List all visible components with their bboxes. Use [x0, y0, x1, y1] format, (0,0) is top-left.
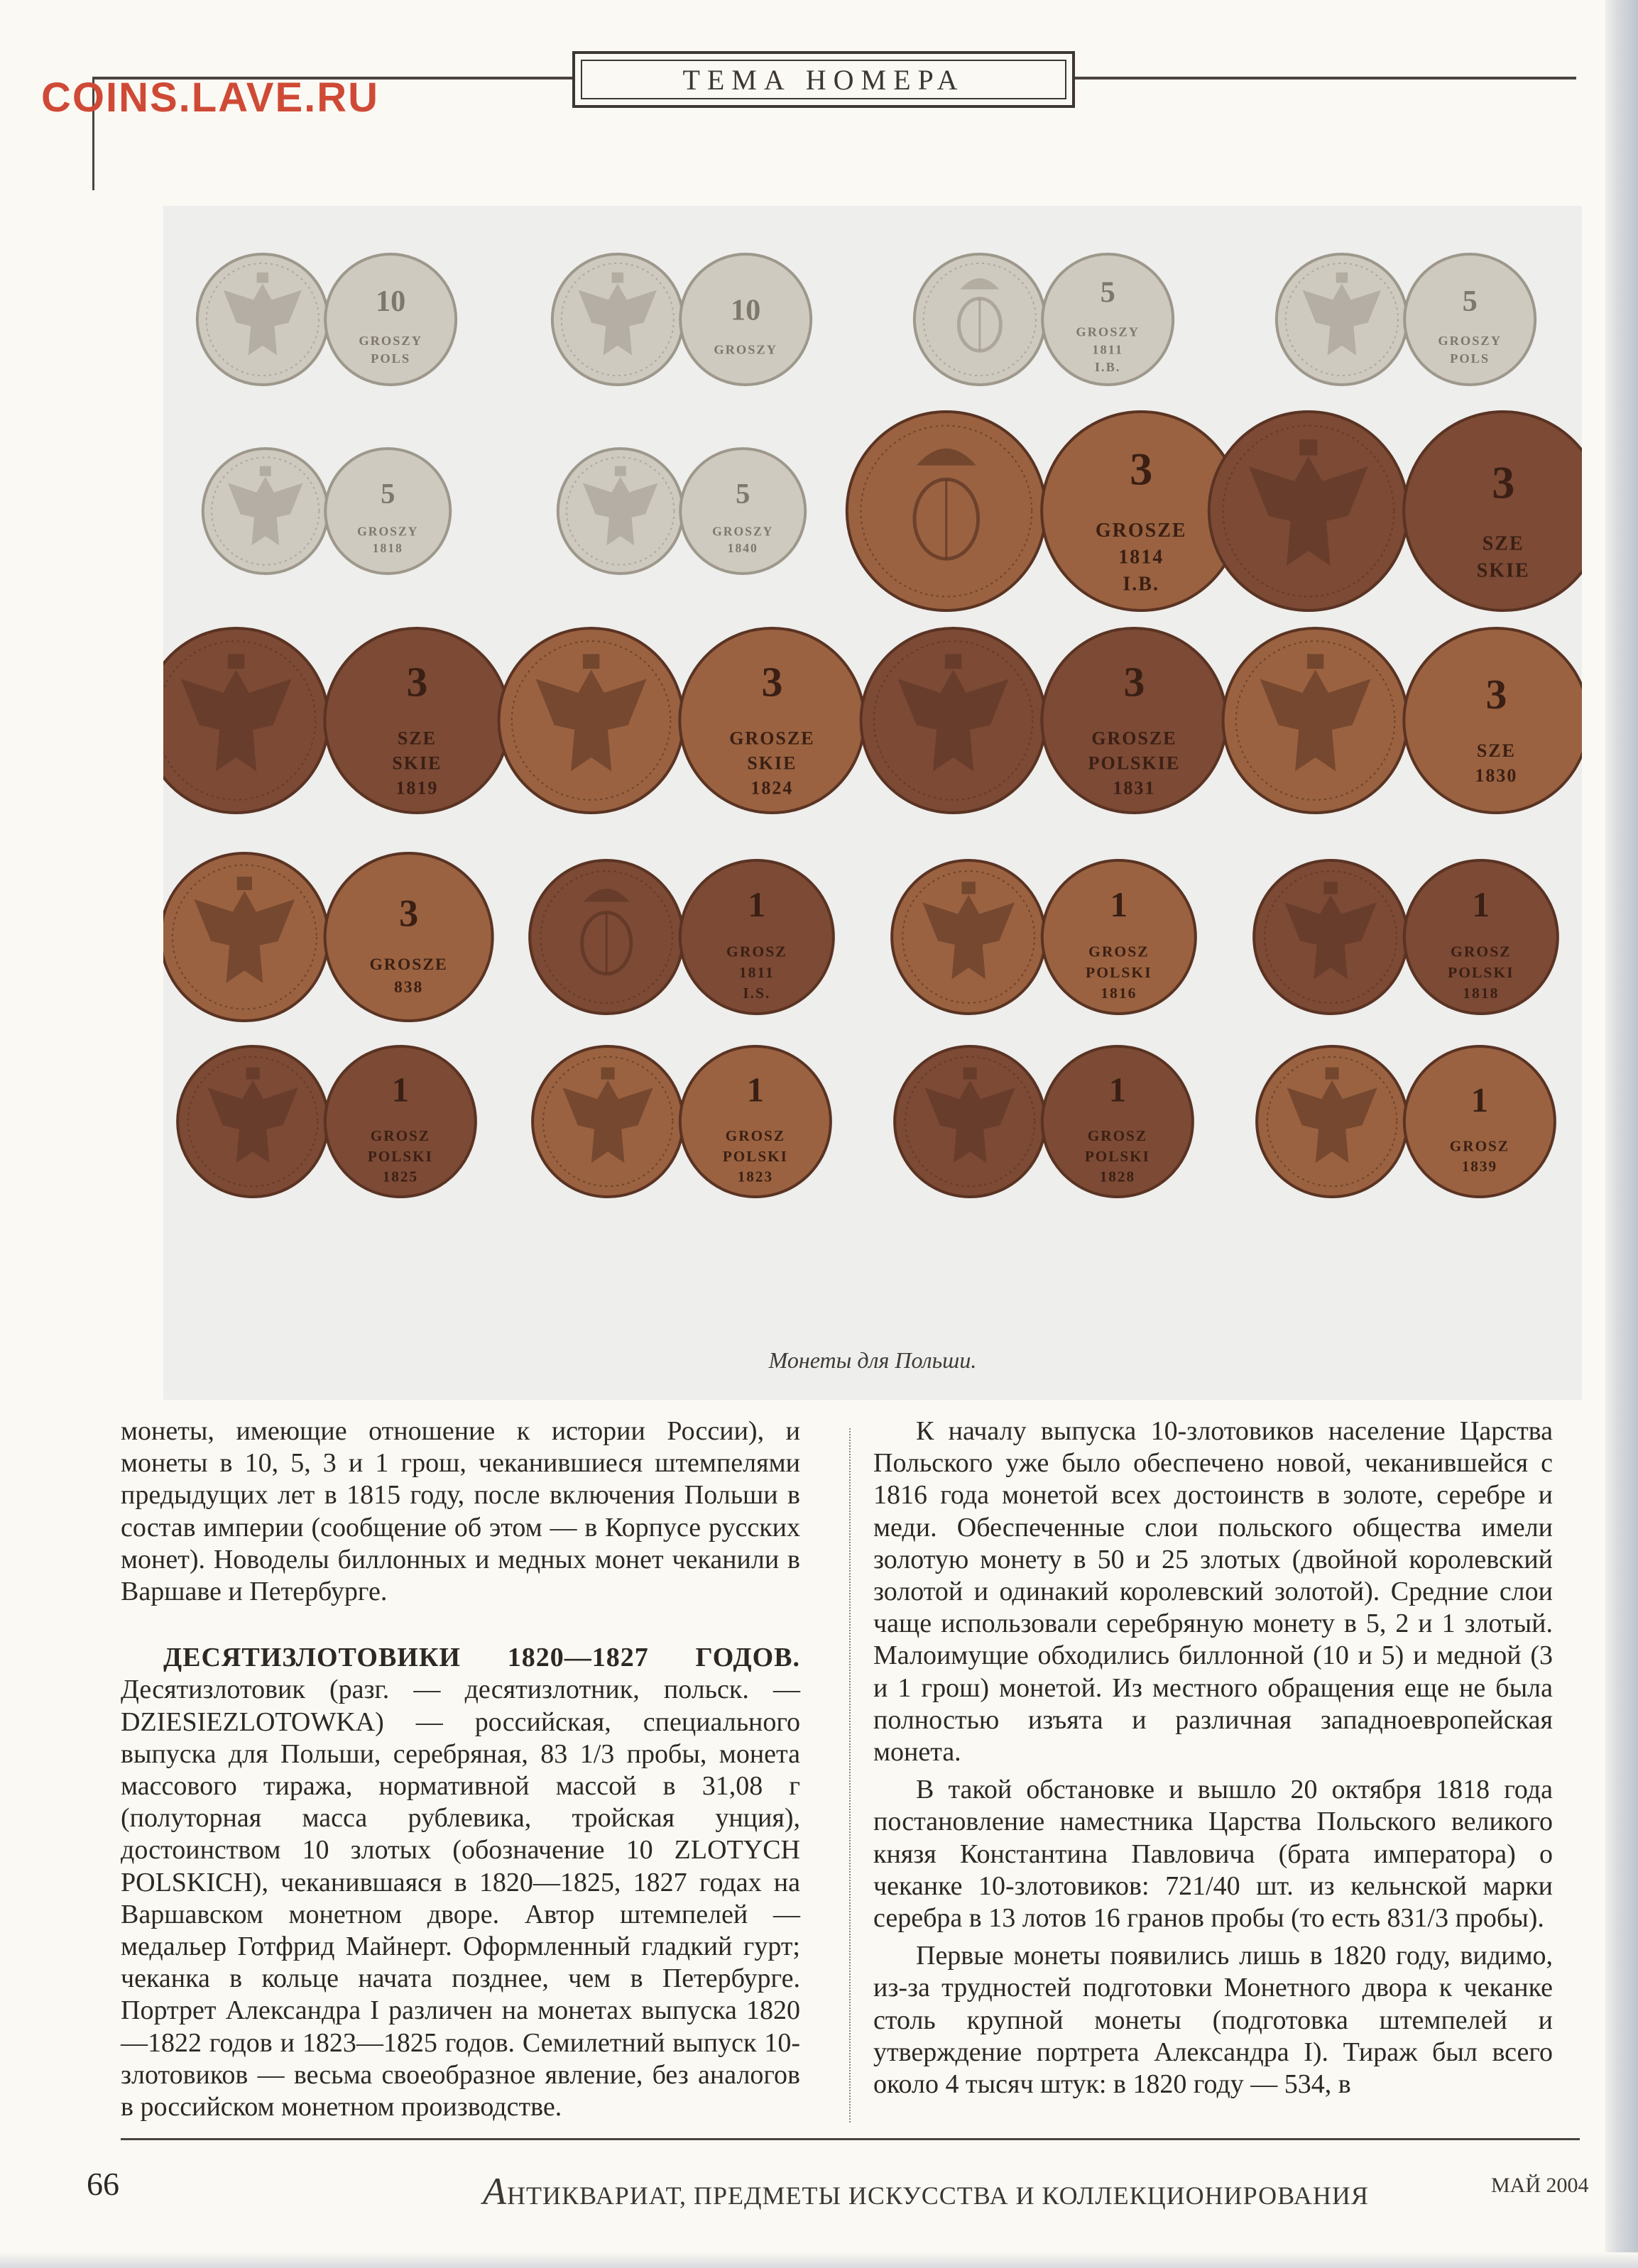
crown-emblem — [1326, 1068, 1339, 1080]
paragraph-text: Десятизлотовик (разг. — десятизлотник, польск. — DZIESIEZLOTOWKA) — российская, специального выпуска для Польши, серебряная, 83 1/3 пробы, монета массового тиража, нормативной массой в 31,08 г (полуторная масса рублевика, тройская унция), достоинством 10 злотых (обозначение 10 ZLOTYCH POLSKICH), чеканившаяся в 1820—1825, 1827 годах на Варшавском монетном дворе. Автор штемпелей — медальер Готфрид Майнерт. Оформленный гладкий гурт; чеканка в кольце начата позднее, чем в Петербурге. Портрет Александра I различен на монетах выпуска 1820—1822 годов и 1823—1825 годов. Семилетний выпуск 10-злотовиков — весьма своеобразное явление, без аналогов в российском монетном производстве. — [121, 1675, 800, 2122]
coin-inscription: SZE — [397, 728, 437, 749]
coin-pair — [197, 254, 456, 385]
crown-emblem — [260, 466, 271, 476]
crown-emblem — [1323, 882, 1337, 894]
coin-inscription: GROSZ — [1449, 1137, 1509, 1155]
coin-pair — [892, 860, 1196, 1014]
crown-emblem — [612, 273, 624, 283]
coin-inscription: POLS — [371, 351, 411, 366]
coin-inscription: GROSZE — [1095, 519, 1187, 542]
footer-rule — [121, 2138, 1580, 2140]
crown-emblem — [601, 1068, 615, 1080]
coin-inscription: POLSKI — [1086, 963, 1152, 981]
coin-inscription: 1828 — [1099, 1168, 1136, 1185]
coin-inscription: 5 — [1100, 275, 1115, 309]
paragraph: монеты, имеющие отношение к истории России), и монеты в 10, 5, 3 и 1 грош, чеканившиеся штемпелями предыдущих лет в 1815 году, после включения Польши в состав империи (сообщение об этом — в Корпусе русских монет). Новоделы биллонных и медных монет чеканили в Варшаве и Петербурге. — [121, 1416, 800, 1607]
coin-inscription: POLSKI — [367, 1147, 433, 1165]
coin-pair — [861, 628, 1227, 813]
coin-inscription: 3 — [1130, 444, 1153, 495]
coin-pair — [1257, 1046, 1555, 1197]
crown-emblem — [228, 654, 244, 669]
coin-inscription: 1825 — [382, 1168, 419, 1185]
subsection-heading: ДЕСЯТИЗЛОТОВИКИ 1820—1827 ГОДОВ. — [163, 1643, 800, 1673]
coin-inscription: GROSZY — [712, 524, 774, 539]
coin-inscription: 1811 — [1092, 342, 1124, 357]
coin-inscription: 5 — [736, 477, 750, 510]
coin-inscription: 1839 — [1461, 1158, 1498, 1176]
section-paragraph — [121, 1642, 800, 2123]
coin-pair — [847, 412, 1240, 610]
coin-inscription: 1 — [748, 885, 766, 925]
crown-emblem — [1299, 439, 1317, 455]
coin-inscription: 5 — [381, 477, 395, 510]
coin-pair — [895, 1046, 1193, 1197]
coin-inscription: 1818 — [1463, 984, 1500, 1002]
coin-pair — [499, 628, 865, 813]
coin-inscription: 1 — [1108, 1070, 1127, 1110]
coin-pair — [914, 254, 1173, 385]
coin-pair — [178, 1046, 476, 1197]
column-divider — [849, 1428, 851, 2122]
coin-pair — [530, 860, 834, 1014]
crown-emblem — [257, 273, 269, 283]
coin-inscription: 3 — [406, 658, 428, 706]
coin-inscription: POLSKI — [1448, 963, 1514, 981]
coin-inscription: GROSZY — [1438, 333, 1502, 348]
paragraph: В такой обстановке и вышло 20 октября 1818 года постановление наместника Царства Польского великого князя Константина Павловича (брата императора) о чеканке 10-злотовиков: 721/40 шт. из кельнской марки серебра в 13 лотов 16 гранов пробы (то есть 831/3 пробы). — [873, 1775, 1553, 1934]
paragraph: Первые монеты появились лишь в 1820 году, видимо, из-за трудностей подготовки Монетного двора к чеканке столь крупной монеты (подготовка штемпелей и утверждение портрета Александра I). Тираж был всего около 4 тысяч штук: в 1820 году — 534, в — [873, 1941, 1553, 2100]
coin-inscription: 3 — [1492, 457, 1515, 508]
coin-inscription: 1840 — [727, 541, 758, 556]
coin-inscription: 3 — [761, 658, 783, 706]
coin-inscription: 1 — [1472, 885, 1490, 925]
coin-pair — [533, 1046, 831, 1197]
crown-emblem — [583, 654, 599, 669]
magazine-title-rest: НТИКВАРИАТ, ПРЕДМЕТЫ ИСКУССТВА И КОЛЛЕКЦИОНИРОВАНИЯ — [507, 2181, 1369, 2210]
page-edge-shadow — [1605, 0, 1638, 2268]
figure-caption: Монеты для Польши. — [768, 1347, 977, 1373]
crown-emblem — [237, 877, 252, 890]
page-number: 66 — [87, 2166, 119, 2202]
crown-emblem — [945, 654, 961, 669]
coin-inscription: 1 — [746, 1070, 765, 1110]
coin-inscription: 1823 — [737, 1168, 774, 1185]
coin-inscription: I.B. — [1123, 573, 1159, 596]
coin-inscription: GROSZ — [726, 943, 787, 960]
coin-inscription: GROSZ — [1088, 943, 1150, 960]
coin-inscription: GROSZY — [714, 342, 777, 357]
coin-inscription: 1831 — [1113, 777, 1156, 799]
issue-date: МАЙ 2004 — [1491, 2174, 1589, 2197]
coin-inscription: POLS — [1450, 351, 1490, 366]
coin-inscription: SKIE — [747, 752, 797, 774]
coin-grid — [163, 206, 1582, 1400]
coin-inscription: 10 — [376, 284, 406, 318]
coin-pair — [1277, 254, 1535, 385]
coin-inscription: 838 — [393, 977, 424, 997]
coin-inscription: SZE — [1482, 532, 1524, 555]
coin-inscription: 1816 — [1101, 984, 1137, 1002]
coin-inscription: GROSZY — [1076, 324, 1140, 339]
coin-photograph — [163, 206, 1582, 1400]
site-watermark: COINS.LAVE.RU — [41, 75, 380, 121]
coin-inscription: GROSZE — [369, 955, 448, 975]
crown-emblem — [1336, 273, 1348, 283]
coin-inscription: POLSKI — [722, 1147, 788, 1165]
coin-inscription: 1819 — [395, 777, 439, 799]
coin-inscription: 3 — [1123, 658, 1145, 706]
coin-inscription: I.S. — [743, 984, 771, 1002]
coin-inscription: GROSZE — [729, 728, 815, 749]
coin-inscription: 3 — [1485, 670, 1507, 718]
coin-pair — [1223, 628, 1582, 813]
section-label: ТЕМА НОМЕРА — [682, 63, 965, 96]
coin-inscription: POLSKI — [1084, 1147, 1150, 1165]
coin-inscription: 3 — [399, 892, 419, 935]
coin-inscription: GROSZ — [1451, 943, 1512, 960]
coin-pair — [1254, 860, 1558, 1014]
magazine-title — [483, 2169, 1369, 2213]
paragraph: К началу выпуска 10-злотовиков население Царства Польского уже было обеспечено новой, чеканившейся с 1816 года монетой всех достоинств в золоте, серебре и меди. Обеспеченные слои польского общества имели золотую монету в 50 и 25 злотых (двойной королевский золотой и одинакий королевский золотой). Средние слои чаще использовали серебряную монету в 5, 2 и 1 злотый. Малоимущие обходились биллонной (10 и 5) и медной (3 и 1 грош) монетой. Из местного обращения еще не была полностью изъята и различная западноевропейская монета. — [873, 1416, 1553, 1768]
section-header — [572, 51, 1075, 108]
article-column-left — [121, 1415, 800, 2123]
coin-inscription: GROSZY — [359, 333, 422, 348]
coin-pair — [203, 449, 450, 574]
coin-inscription: 1818 — [372, 541, 403, 556]
coin-pair — [1209, 412, 1582, 610]
magazine-title-initial: А — [483, 2170, 507, 2213]
coin-inscription: SZE — [1476, 740, 1516, 761]
coin-inscription: GROSZE — [1091, 728, 1177, 749]
coin-inscription: SKIE — [392, 752, 442, 774]
coin-inscription: GROSZY — [357, 524, 419, 539]
page-bottom-edge — [0, 2252, 1638, 2268]
coin-inscription: 1830 — [1475, 765, 1518, 786]
coin-inscription: 1 — [1110, 885, 1128, 925]
coin-inscription: SKIE — [1476, 559, 1530, 582]
crown-emblem — [615, 466, 626, 476]
article-column-right — [873, 1415, 1553, 2100]
crown-emblem — [246, 1068, 260, 1080]
crown-emblem — [1307, 654, 1323, 669]
coin-inscription: 10 — [731, 293, 761, 327]
crown-emblem — [963, 1068, 977, 1080]
coin-inscription: GROSZ — [725, 1127, 785, 1145]
coin-inscription: 1824 — [750, 777, 794, 799]
coin-pair — [163, 853, 493, 1021]
coin-inscription: GROSZ — [1087, 1127, 1147, 1145]
coin-inscription: GROSZ — [370, 1127, 430, 1145]
coin-inscription: 1814 — [1118, 546, 1164, 569]
coin-pair — [558, 449, 805, 574]
coin-pair — [552, 254, 811, 385]
coin-inscription: POLSKIE — [1088, 752, 1181, 774]
coin-inscription: 1 — [391, 1070, 410, 1110]
coin-inscription: I.B. — [1094, 360, 1121, 375]
crown-emblem — [961, 882, 975, 894]
coin-pair — [163, 628, 509, 813]
coin-inscription: 1811 — [738, 963, 775, 981]
coin-inscription: 5 — [1462, 284, 1478, 318]
coin-inscription: 1 — [1470, 1081, 1489, 1120]
